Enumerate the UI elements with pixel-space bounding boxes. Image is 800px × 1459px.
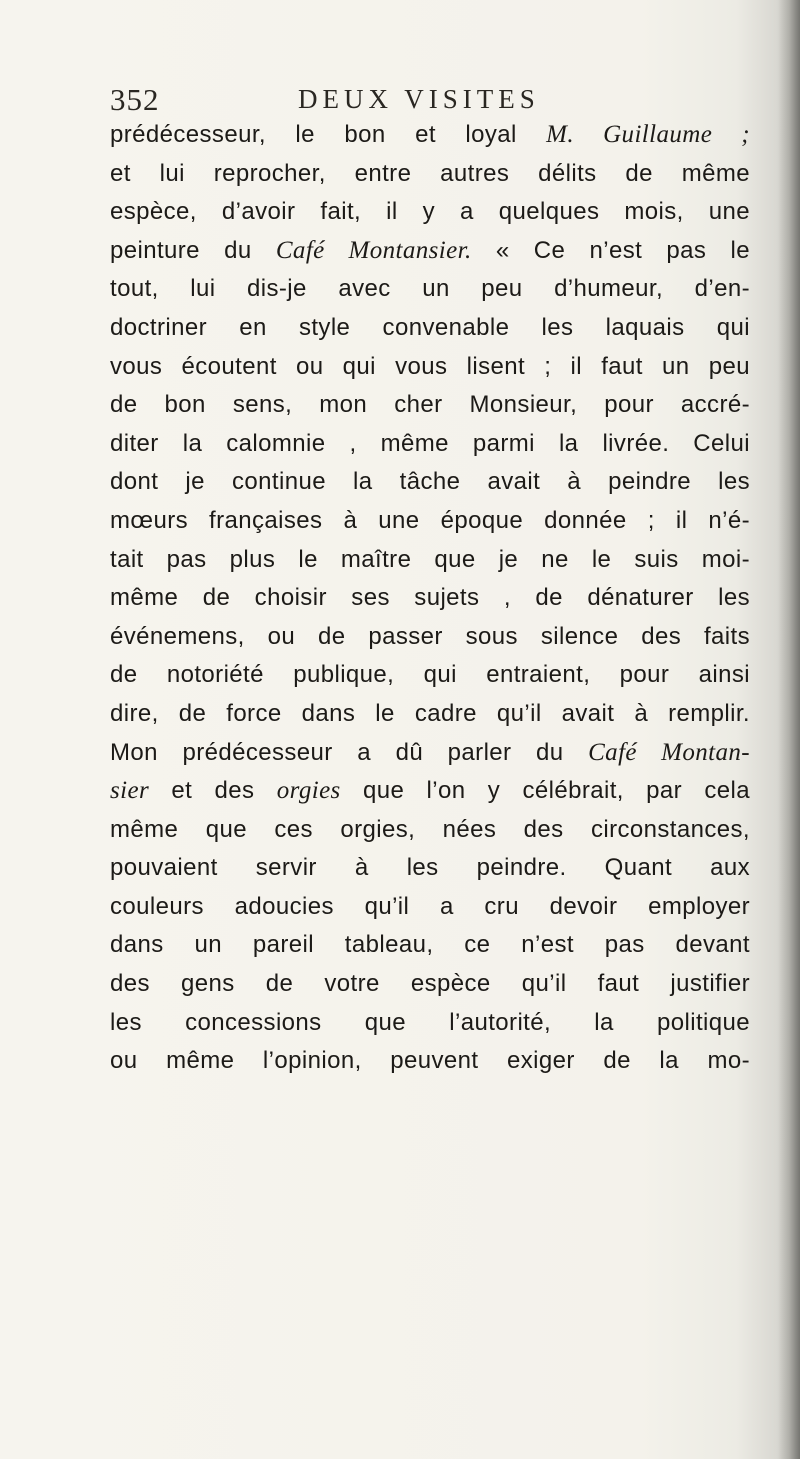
- text-segment: que l’on y célébrait, par cela: [340, 777, 750, 805]
- text-line: [110, 811, 750, 850]
- text-line: [110, 386, 750, 425]
- text-line: [110, 888, 750, 927]
- text-segment: doctriner en style convenable les laquais qui: [110, 313, 750, 341]
- text-segment: même que ces orgies, nées des circonstances,: [110, 815, 750, 843]
- body-text: [110, 116, 750, 1081]
- text-line: [110, 965, 750, 1004]
- text-segment: même de choisir ses sujets , de dénaturer les: [110, 584, 750, 612]
- text-segment: dont je continue la tâche avait à peindre les: [110, 468, 750, 496]
- text-segment: et des: [149, 777, 277, 805]
- text-segment: vous écoutent ou qui vous lisent ; il faut un peu: [110, 352, 750, 380]
- text-segment: les concessions que l’autorité, la politique: [110, 1008, 750, 1036]
- text-line: [110, 1042, 750, 1081]
- text-line: [110, 1004, 750, 1043]
- text-segment: « Ce n’est pas le: [471, 236, 750, 264]
- text-line: [110, 618, 750, 657]
- text-line: [110, 116, 750, 155]
- text-line: [110, 695, 750, 734]
- italic-text: M. Guillaume ;: [546, 121, 750, 148]
- italic-text: sier: [110, 777, 150, 805]
- text-line: [110, 309, 750, 348]
- text-segment: tout, lui dis-je avec un peu d’humeur, d’en-: [110, 275, 750, 303]
- text-segment: des gens de votre espèce qu’il faut justifier: [110, 970, 750, 998]
- text-line: [110, 155, 750, 194]
- text-line: [110, 579, 750, 618]
- page-edge-shadow: [778, 0, 800, 1459]
- text-segment: et lui reprocher, entre autres délits de même: [110, 159, 750, 187]
- text-segment: tait pas plus le maître que je ne le suis moi-: [110, 545, 750, 573]
- text-segment: peinture du: [110, 236, 276, 264]
- text-segment: événemens, ou de passer sous silence des faits: [110, 622, 750, 650]
- text-segment: pouvaient servir à les peindre. Quant aux: [110, 854, 750, 882]
- text-segment: dans un pareil tableau, ce n’est pas devant: [110, 931, 750, 959]
- text-line: [110, 463, 750, 502]
- text-line: [110, 541, 750, 580]
- text-line: [110, 502, 750, 541]
- text-line: [110, 926, 750, 965]
- text-segment: de bon sens, mon cher Monsieur, pour accré-: [110, 391, 750, 419]
- text-line: [110, 270, 750, 309]
- text-line: [110, 772, 750, 811]
- text-line: [110, 849, 750, 888]
- text-line: [110, 232, 750, 271]
- text-line: [110, 734, 750, 773]
- text-line: [110, 348, 750, 387]
- text-segment: de notoriété publique, qui entraient, pour ainsi: [110, 661, 750, 689]
- text-segment: Mon prédécesseur a dû parler du: [110, 738, 589, 766]
- text-segment: couleurs adoucies qu’il a cru devoir employer: [110, 892, 750, 920]
- page-number: 352: [110, 82, 160, 117]
- text-segment: espèce, d’avoir fait, il y a quelques mois, une: [110, 198, 750, 226]
- italic-text: Café Montansier.: [275, 236, 472, 264]
- italic-text: orgies: [276, 777, 341, 805]
- text-segment: mœurs françaises à une époque donnée ; il n’é-: [110, 506, 750, 534]
- text-line: [110, 193, 750, 232]
- running-head: DEUX VISITES: [298, 84, 540, 114]
- italic-text: Café Montan-: [588, 738, 750, 766]
- text-segment: dire, de force dans le cadre qu’il avait à remplir.: [110, 699, 750, 727]
- text-line: [110, 656, 750, 695]
- text-segment: ou même l’opinion, peuvent exiger de la mo-: [110, 1047, 750, 1075]
- text-segment: prédécesseur, le bon et loyal: [110, 121, 547, 148]
- text-line: [110, 425, 750, 464]
- text-segment: diter la calomnie , même parmi la livrée. Celui: [110, 429, 750, 457]
